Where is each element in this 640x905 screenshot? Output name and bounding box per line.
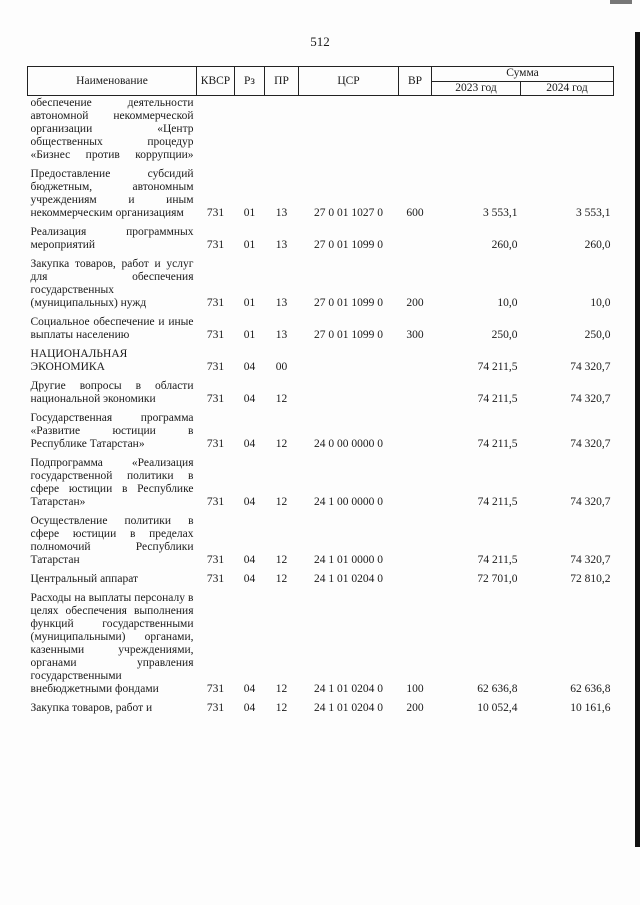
row-sum-2023: 72 701,0 [477, 573, 518, 585]
row-kvsr: 731 [206, 554, 225, 566]
row-name: Предоставление субсидий бюджетным, автономным учреждениям и иным некоммерческим организациям [30, 168, 194, 219]
row-rz: 04 [243, 573, 256, 585]
row-csr: 27 0 01 1099 0 [314, 297, 383, 309]
row-csr: 24 1 01 0000 0 [314, 554, 383, 566]
header-sum: Сумма [432, 67, 614, 82]
row-sum-2023: 10,0 [497, 297, 518, 309]
page-number: 512 [310, 34, 330, 49]
row-csr: 24 1 01 0204 0 [314, 683, 383, 695]
row-rz: 04 [243, 702, 256, 714]
row-vr [399, 509, 432, 567]
row-rz: 04 [243, 683, 256, 695]
row-pr: 13 [275, 297, 288, 309]
header-pr: ПР [265, 67, 299, 96]
row-sum-2023: 250,0 [491, 329, 518, 341]
row-pr: 12 [275, 702, 288, 714]
row-csr [299, 342, 399, 374]
row-vr [399, 374, 432, 406]
header-vr: ВР [399, 67, 432, 96]
table-row [28, 252, 614, 310]
row-pr [265, 96, 299, 163]
row-kvsr: 731 [206, 702, 225, 714]
row-rz: 04 [243, 361, 256, 373]
row-kvsr: 731 [206, 683, 225, 695]
table-row [28, 509, 614, 567]
row-sum-2024: 74 320,7 [570, 438, 611, 450]
row-sum-2024: 260,0 [584, 239, 611, 251]
row-vr [399, 96, 432, 163]
table-row [28, 220, 614, 252]
row-vr [399, 451, 432, 509]
row-sum-2024: 74 320,7 [570, 496, 611, 508]
row-pr: 12 [275, 683, 288, 695]
row-kvsr: 731 [206, 329, 225, 341]
table-row [28, 567, 614, 586]
row-name: Центральный аппарат [30, 573, 139, 585]
header-rz: Рз [235, 67, 265, 96]
row-pr: 12 [275, 438, 288, 450]
table-row [28, 374, 614, 406]
row-sum-2024: 74 320,7 [570, 393, 611, 405]
row-sum-2023: 74 211,5 [477, 361, 518, 373]
row-csr: 24 0 00 0000 0 [314, 438, 383, 450]
row-rz [235, 96, 265, 163]
row-rz: 04 [243, 554, 256, 566]
table-row [28, 162, 614, 220]
row-sum-2023: 74 211,5 [477, 438, 518, 450]
table-body [28, 96, 614, 716]
row-pr: 12 [275, 573, 288, 585]
row-pr: 12 [275, 496, 288, 508]
row-csr: 24 1 01 0204 0 [314, 702, 383, 714]
row-vr: 300 [406, 329, 424, 341]
row-sum-2024: 62 636,8 [570, 683, 611, 695]
row-rz: 04 [243, 438, 256, 450]
header-year-2024: 2024 год [521, 81, 614, 96]
row-pr: 00 [275, 361, 288, 373]
table-row [28, 451, 614, 509]
row-name: Закупка товаров, работ и услуг для обеспечения государственных (муниципальных) нужд [30, 258, 194, 309]
row-name: НАЦИОНАЛЬНАЯ ЭКОНОМИКА [30, 348, 128, 373]
row-csr [299, 374, 399, 406]
row-sum-2024: 74 320,7 [570, 554, 611, 566]
row-pr: 13 [275, 239, 288, 251]
row-csr: 27 0 01 1099 0 [314, 329, 383, 341]
row-sum-2023: 74 211,5 [477, 393, 518, 405]
row-name: Подпрограмма «Реализация государственной политики в сфере юстиции в Республике Татарстан» [30, 457, 194, 508]
row-csr [299, 96, 399, 163]
row-name: Другие вопросы в области национальной экономики [30, 380, 194, 405]
row-sum-2024: 250,0 [584, 329, 611, 341]
header-kvsr: КВСР [197, 67, 235, 96]
row-pr: 12 [275, 554, 288, 566]
row-kvsr: 731 [206, 361, 225, 373]
row-kvsr: 731 [206, 573, 225, 585]
row-kvsr: 731 [206, 207, 225, 219]
scan-corner-mark [610, 0, 632, 4]
row-sum-2024: 72 810,2 [570, 573, 611, 585]
row-rz: 01 [243, 207, 256, 219]
row-name: Закупка товаров, работ и [30, 702, 153, 714]
row-sum-2024: 10 161,6 [570, 702, 611, 714]
row-pr: 12 [275, 393, 288, 405]
table-row [28, 96, 614, 163]
row-sum-2024 [521, 96, 614, 163]
row-sum-2023: 260,0 [491, 239, 518, 251]
table-row [28, 696, 614, 715]
row-sum-2024: 74 320,7 [570, 361, 611, 373]
row-sum-2023: 10 052,4 [477, 702, 518, 714]
row-vr [399, 220, 432, 252]
row-vr [399, 567, 432, 586]
row-csr: 24 1 01 0204 0 [314, 573, 383, 585]
row-kvsr: 731 [206, 297, 225, 309]
row-rz: 04 [243, 496, 256, 508]
row-csr: 27 0 01 1099 0 [314, 239, 383, 251]
row-csr: 27 0 01 1027 0 [314, 207, 383, 219]
row-name: Расходы на выплаты персоналу в целях обеспечения выполнения функций государственными (муниципальными) органами, казенными учреждениями, органами управления государственными внебюджетными фондами [30, 592, 194, 695]
row-sum-2023: 3 553,1 [483, 207, 518, 219]
row-pr: 13 [275, 329, 288, 341]
row-sum-2023: 74 211,5 [477, 554, 518, 566]
row-vr [399, 406, 432, 451]
row-vr: 200 [406, 702, 424, 714]
table-row [28, 342, 614, 374]
budget-table [27, 66, 614, 715]
row-rz: 04 [243, 393, 256, 405]
row-sum-2024: 10,0 [590, 297, 611, 309]
row-csr: 24 1 00 0000 0 [314, 496, 383, 508]
table-header [28, 67, 614, 96]
row-vr [399, 342, 432, 374]
row-name: Реализация программных мероприятий [30, 226, 194, 251]
row-sum-2024: 3 553,1 [576, 207, 611, 219]
table-row [28, 586, 614, 696]
row-vr: 100 [406, 683, 424, 695]
row-vr: 200 [406, 297, 424, 309]
header-name: Наименование [28, 67, 197, 96]
row-kvsr: 731 [206, 438, 225, 450]
row-kvsr: 731 [206, 239, 225, 251]
row-rz: 01 [243, 239, 256, 251]
row-rz: 01 [243, 329, 256, 341]
row-kvsr: 731 [206, 393, 225, 405]
row-name: Социальное обеспечение и иные выплаты населению [30, 316, 194, 341]
row-pr: 13 [275, 207, 288, 219]
table-row [28, 406, 614, 451]
row-sum-2023 [432, 96, 521, 163]
scan-edge-shadow [635, 32, 640, 847]
header-csr: ЦСР [299, 67, 399, 96]
table-row [28, 310, 614, 342]
header-year-2023: 2023 год [432, 81, 521, 96]
row-rz: 01 [243, 297, 256, 309]
row-vr: 600 [406, 207, 424, 219]
row-kvsr [197, 96, 235, 163]
row-name: Осуществление политики в сфере юстиции в пределах полномочий Республики Татарстан [30, 515, 194, 566]
row-kvsr: 731 [206, 496, 225, 508]
row-sum-2023: 74 211,5 [477, 496, 518, 508]
row-name: обеспечение деятельности автономной некоммерческой организации «Центр общественных процедур «Бизнес против коррупции» [30, 97, 194, 161]
row-sum-2023: 62 636,8 [477, 683, 518, 695]
row-name: Государственная программа «Развитие юстиции в Республике Татарстан» [30, 412, 194, 450]
